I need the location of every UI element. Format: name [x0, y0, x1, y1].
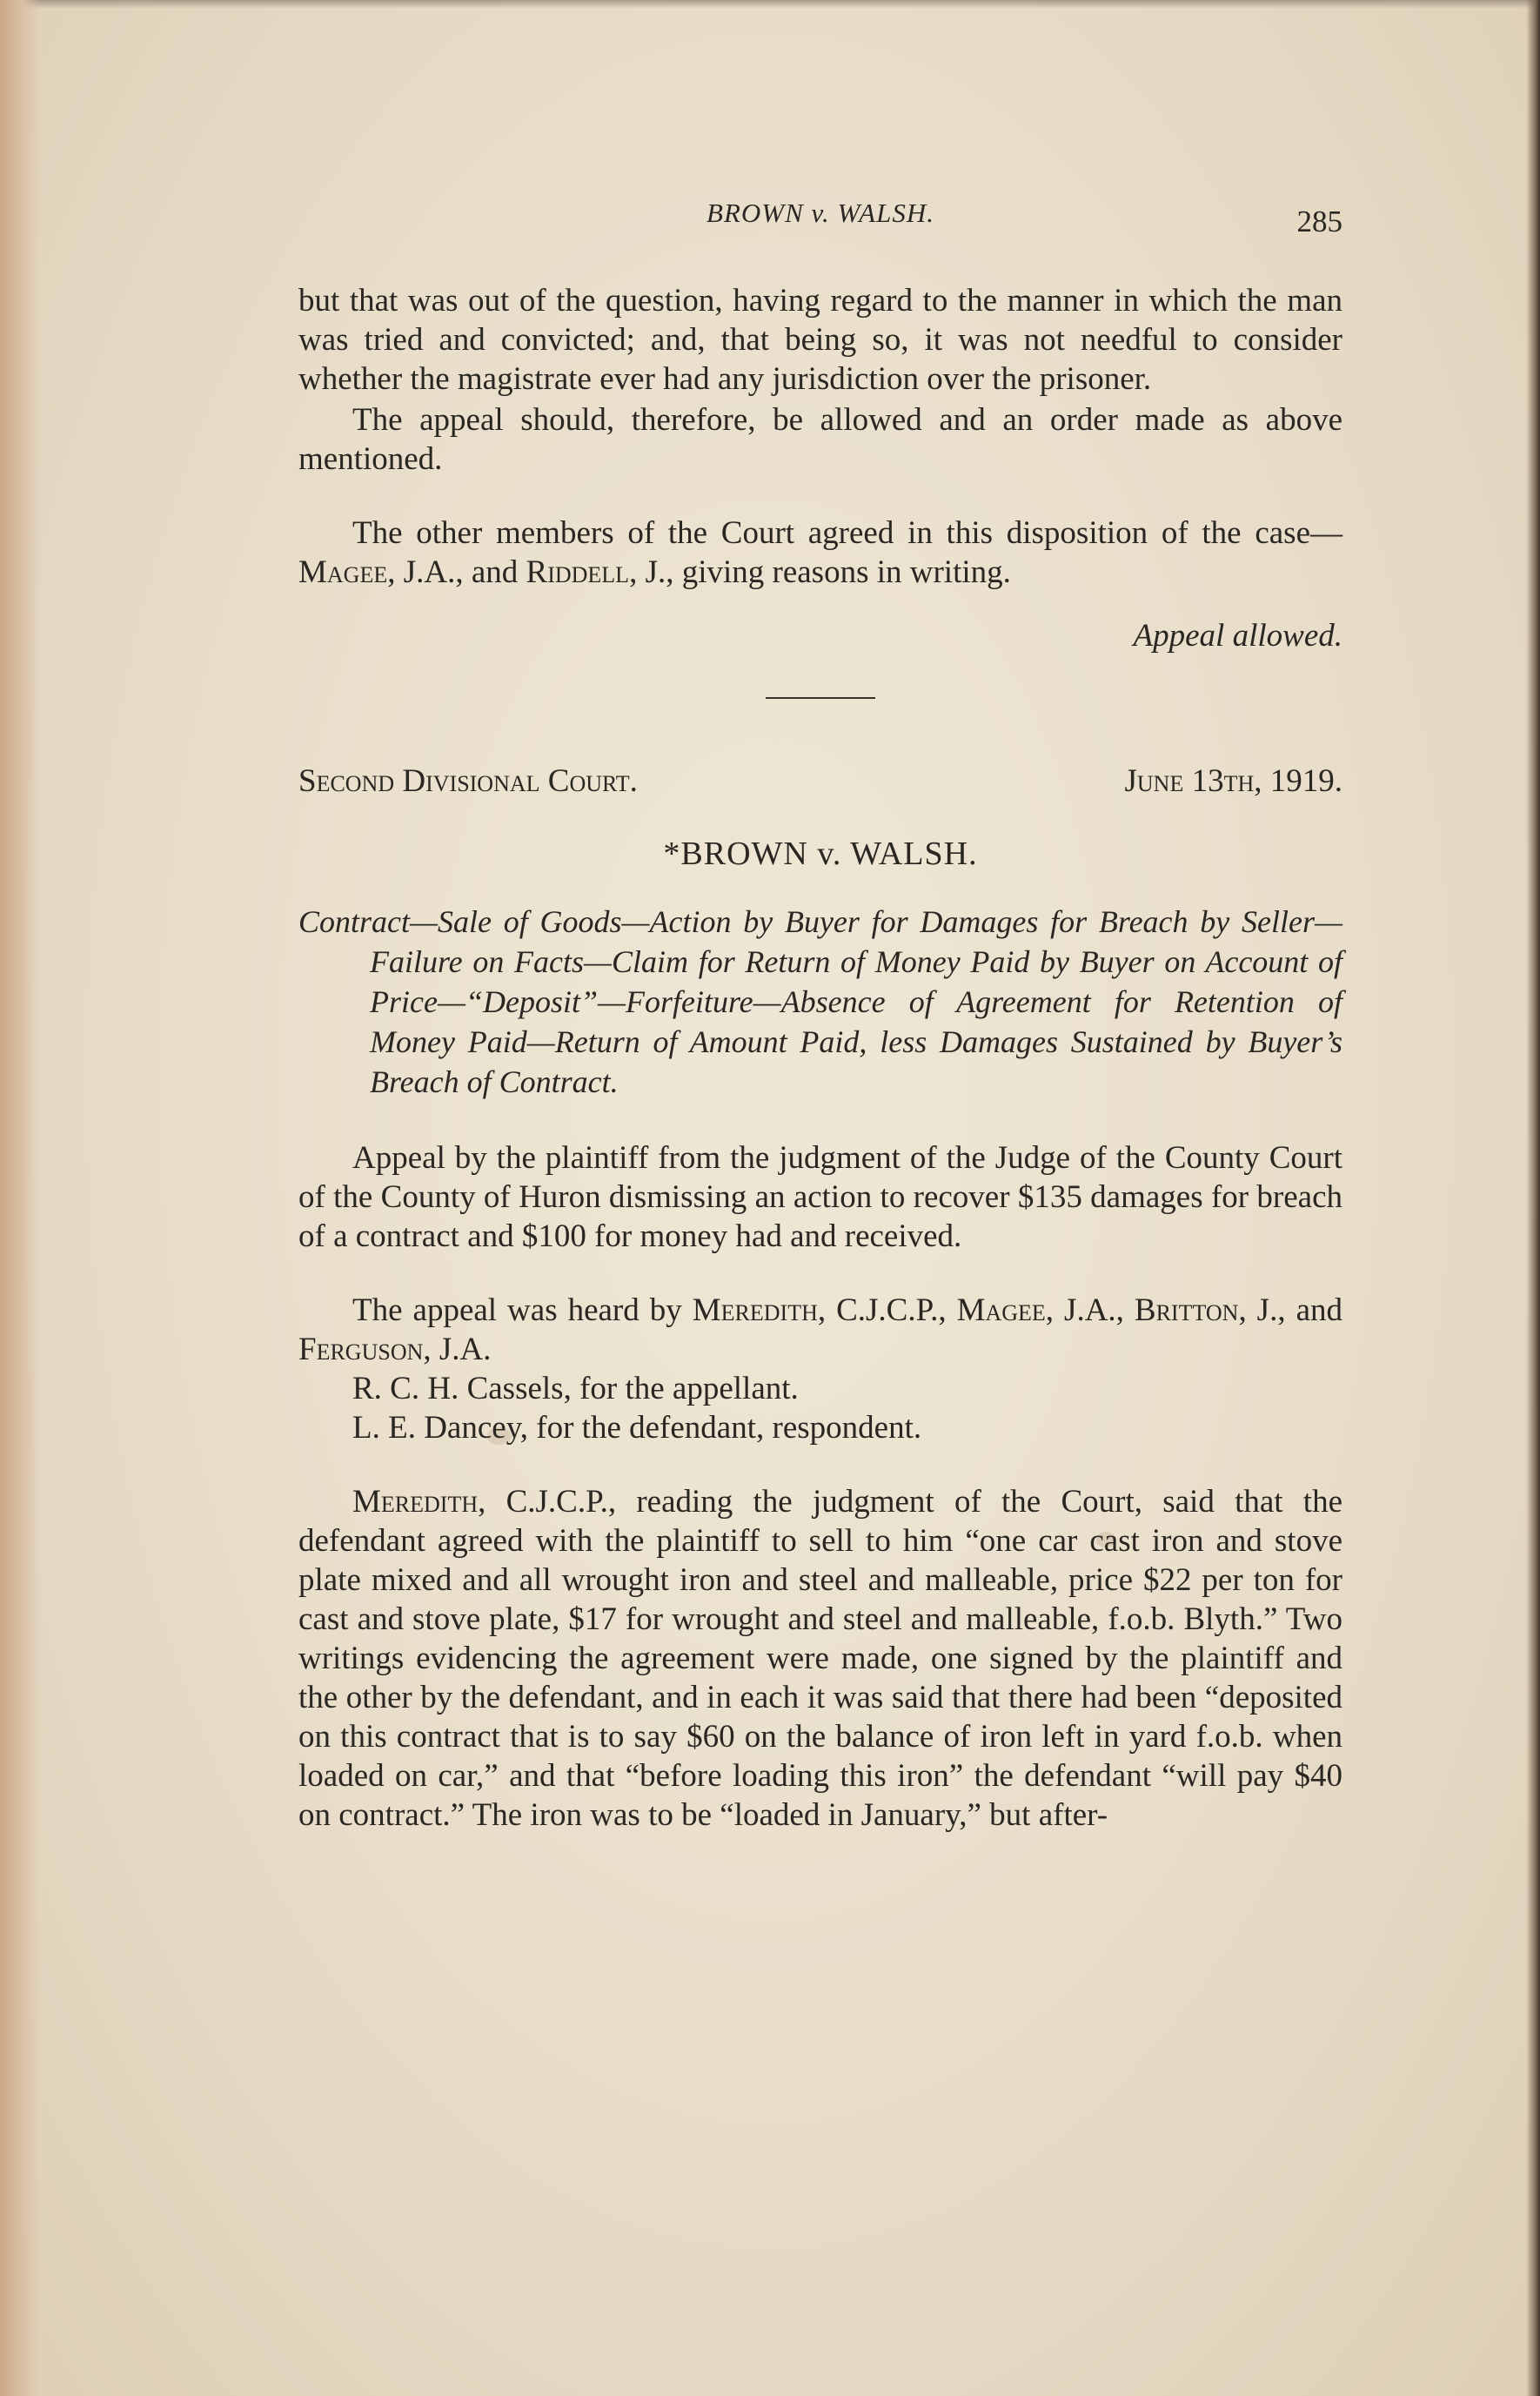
page-number: 285	[1296, 205, 1342, 238]
heard-text-3: , J., and	[1238, 1292, 1342, 1328]
case-title: *BROWN v. WALSH.	[663, 836, 978, 872]
continued-paragraph: but that was out of the question, having regard to the manner in which the man was tried and convicted; and, that being so, it was not needful to consider whether the magistrate ever had any jurisdiction over the prisoner.	[298, 283, 1342, 397]
judge-name-meredith: Meredith	[352, 1484, 479, 1520]
heard-text-2: , J.A.,	[1045, 1292, 1135, 1328]
other-members-text-mid: , J.A., and	[387, 554, 526, 590]
headnote: Contract—Sale of Goods—Action by Buyer for Damages for Breach by Seller—Failure on Facts—Claim for Return of Money Paid by Buyer on Account of Price—“Deposit”—Forfeiture—Absence of Agreement for Retention of Money Paid—Return of Amount Paid, less Damages Sustained by Buyer’s Breach of Contract.	[298, 904, 1342, 1099]
page-binding-edge	[0, 0, 40, 2396]
page-right-edge	[1526, 0, 1540, 2396]
page-content	[298, 178, 1342, 1835]
judge-name-ferguson: Ferguson	[298, 1332, 424, 1367]
heard-text-1: , C.J.C.P.,	[817, 1292, 957, 1328]
other-members-paragraph	[298, 513, 1342, 592]
court-name: Second Divisional Court.	[298, 763, 638, 799]
heard-by-paragraph	[298, 1291, 1342, 1369]
page-top-edge	[0, 0, 1540, 9]
judgment-text: , C.J.C.P., reading the judgment of the Court, said that the defendant agreed with the plaintiff to sell to him “one car cast iron and stove plate mixed and all wrought iron and steel and malleable, price $22 per ton for cast and stove plate, $17 for wrought and steel and malleable, f.o.b. Blyth.” Two writings evidencing the agreement were made, one signed by the plaintiff and the other by the defendant, and in each it was said that there had been “deposited on this contract that is to say $60 on the balance of iron left in yard f.o.b. when loaded on car,” and that “before loading this iron” the defendant “will pay $40 on contract.” The iron was to be “loaded in January,” but after-	[298, 1484, 1342, 1833]
judge-name-meredith: Meredith	[692, 1292, 818, 1328]
judge-name-riddell: Riddell	[526, 554, 630, 590]
other-members-text-before: The other members of the Court agreed in this disposition of the case—	[352, 515, 1342, 551]
judge-name-magee: Magee	[298, 554, 388, 590]
running-head-title: BROWN v. WALSH.	[706, 198, 934, 228]
decision-date: June 13th, 1919.	[1124, 763, 1342, 799]
running-head	[298, 178, 1342, 238]
judgment-paragraph	[298, 1482, 1342, 1835]
appeal-allowed-paragraph: The appeal should, therefore, be allowed and an order made as above mentioned.	[298, 402, 1342, 477]
counsel-appellant: R. C. H. Cassels, for the appellant.	[352, 1371, 799, 1406]
disposition-line: Appeal allowed.	[1133, 618, 1342, 654]
appeal-paragraph: Appeal by the plaintiff from the judgment of the Judge of the County Court of the County of Huron dismissing an action to recover $135 damages for breach of a contract and $100 for money had and received.	[298, 1140, 1342, 1254]
judge-name-magee: Magee	[956, 1292, 1046, 1328]
court-line	[298, 762, 1342, 801]
counsel-respondent: L. E. Dancey, for the defendant, respondent.	[352, 1410, 922, 1446]
heard-text-before: The appeal was heard by	[352, 1292, 693, 1328]
section-divider	[766, 697, 875, 699]
judge-name-britton: Britton	[1134, 1292, 1239, 1328]
heard-text-4: , J.A.	[423, 1332, 492, 1367]
other-members-text-after: , J., giving reasons in writing.	[629, 554, 1011, 590]
